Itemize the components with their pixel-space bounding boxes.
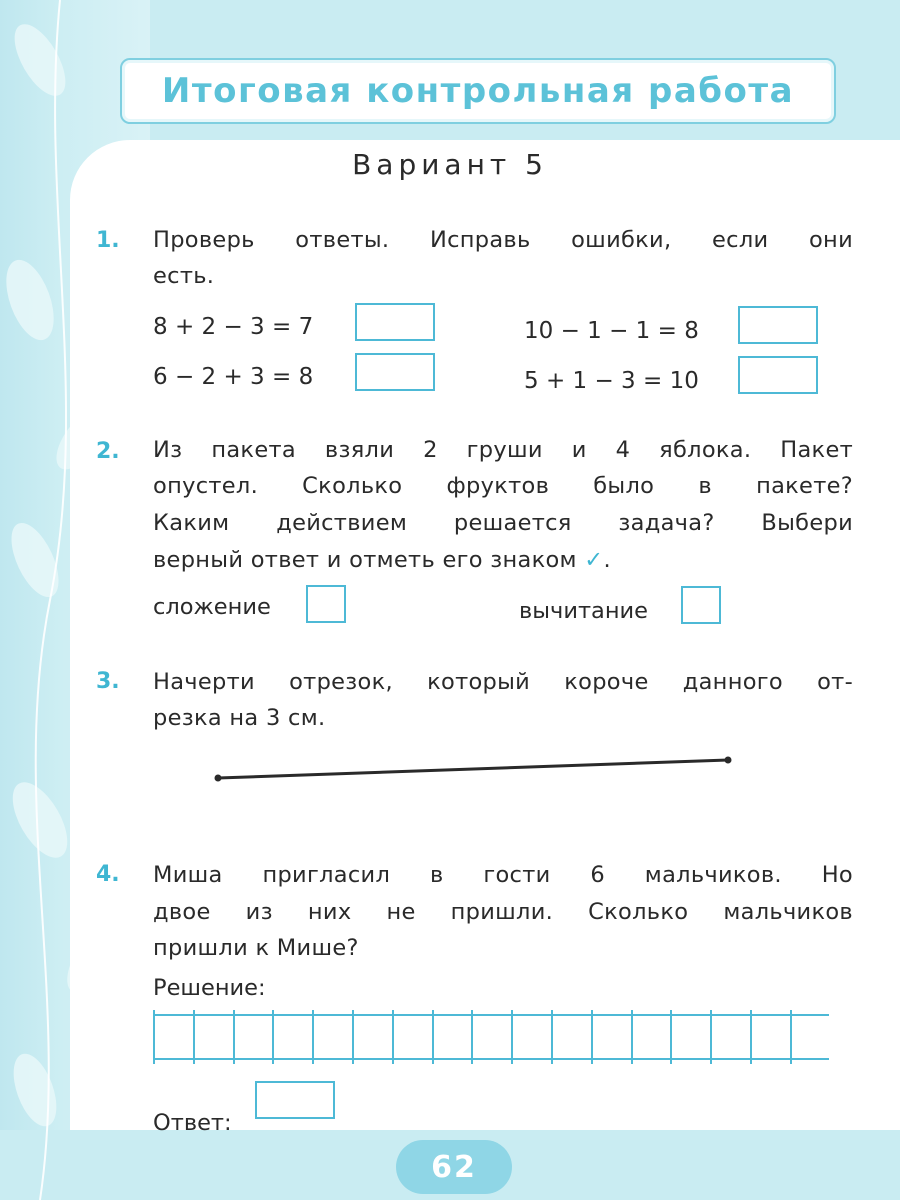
equation-4: 5 + 1 − 3 = 10 [524,368,699,394]
variant-heading: Вариант 5 [352,148,548,181]
task-2-line3: Каким действием решается задача? Выбери [153,510,853,536]
check-mark-icon: ✓ [584,547,604,573]
answer-box-equation-2[interactable] [738,306,818,344]
grid-line [511,1010,513,1064]
task-3-line1: Начерти отрезок, который короче данного от- [153,669,853,695]
solution-grid[interactable] [153,1014,829,1060]
grid-line [392,1010,394,1064]
grid-line [670,1010,672,1064]
task-4-number: 4. [96,862,120,887]
task-2-line2: опустел. Сколько фруктов было в пакете? [153,473,853,499]
grid-line [750,1010,752,1064]
grid-line [551,1010,553,1064]
equation-1: 8 + 2 − 3 = 7 [153,314,314,340]
page-title: Итоговая контрольная работа [161,71,795,111]
task-4-line1: Миша пригласил в гости 6 мальчиков. Но [153,862,853,888]
task-2-line1: Из пакета взяли 2 груши и 4 яблока. Пакет [153,437,853,463]
option-addition-checkbox[interactable] [306,585,346,623]
option-subtraction-checkbox[interactable] [681,586,721,624]
answer-box-equation-3[interactable] [355,353,435,391]
task-3-number: 3. [96,669,120,694]
given-segment [200,740,760,800]
task-4-line3: пришли к Мише? [153,935,359,961]
task-1-text-line1: Проверь ответы. Исправь ошибки, если они [153,227,853,253]
option-addition-label: сложение [153,594,271,620]
equation-3: 6 − 2 + 3 = 8 [153,364,314,390]
grid-line [312,1010,314,1064]
grid-line [591,1010,593,1064]
option-subtraction-label: вычитание [519,598,649,624]
grid-line [432,1010,434,1064]
header-banner [120,58,836,124]
page-number-badge [396,1140,512,1194]
task-1-text-line2: есть. [153,263,215,289]
equation-2: 10 − 1 − 1 = 8 [524,318,699,344]
answer-label: Ответ: [153,1110,232,1136]
grid-line [153,1010,155,1064]
grid-line [710,1010,712,1064]
task-2-line4-period: . [603,547,611,573]
grid-line [471,1010,473,1064]
answer-box-equation-1[interactable] [355,303,435,341]
page-number: 62 [431,1149,477,1185]
task-4-line2: двое из них не пришли. Сколько мальчиков [153,899,853,925]
task-3-line2: резка на 3 см. [153,705,326,731]
grid-line [790,1010,792,1064]
grid-line [193,1010,195,1064]
answer-box-equation-4[interactable] [738,356,818,394]
task-2-line4 [153,542,611,578]
task-2-line4-text: верный ответ и отметь его знаком [153,547,577,573]
task-2-number: 2. [96,439,120,464]
grid-line [352,1010,354,1064]
grid-line [233,1010,235,1064]
solution-label: Решение: [153,975,266,1001]
task-1-number: 1. [96,228,120,253]
grid-line [631,1010,633,1064]
answer-box-task-4[interactable] [255,1081,335,1119]
grid-line [272,1010,274,1064]
